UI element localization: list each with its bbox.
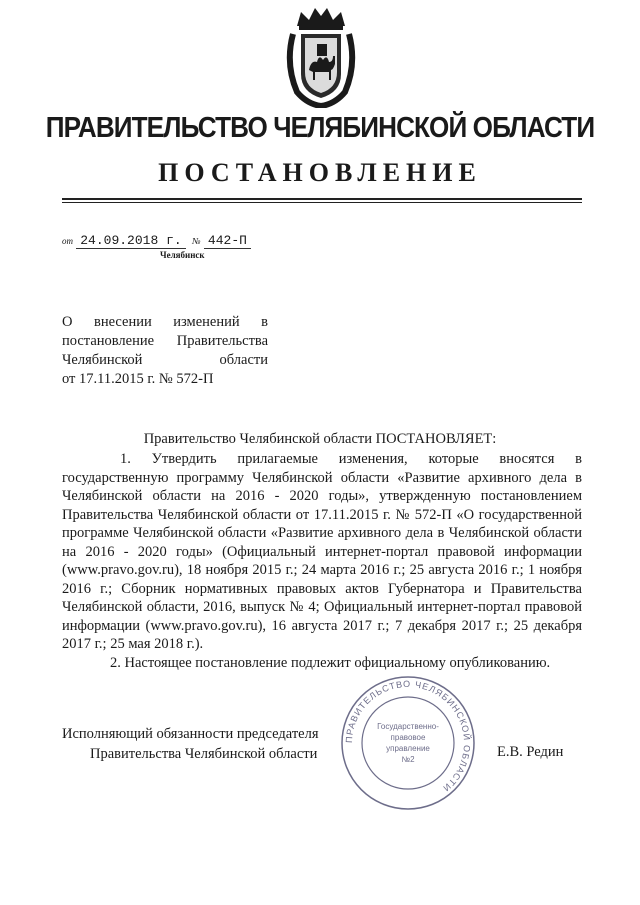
document-subject: [62, 313, 268, 388]
header-divider-thick: [62, 198, 582, 200]
official-stamp: [338, 673, 478, 813]
stamp-inner-line: управление: [386, 744, 430, 753]
document-body: [62, 450, 582, 654]
stamp-inner-line: Государственно-: [377, 722, 439, 731]
subject-line: Челябинской области: [62, 351, 268, 368]
number-prefix: №: [192, 236, 201, 246]
coat-of-arms-emblem: [283, 4, 359, 108]
header-divider-thin: [62, 202, 582, 203]
signatory-title-line: Правительства Челябинской области: [90, 745, 318, 762]
document-type-title: ПОСТАНОВЛЕНИЕ: [158, 158, 482, 187]
subject-line: от 17.11.2015 г. № 572-П: [62, 370, 214, 387]
document-city: Челябинск: [160, 250, 205, 260]
stamp-seal-icon: [338, 673, 478, 813]
document-date: 24.09.2018 г.: [76, 233, 185, 249]
stamp-inner-line: правовое: [390, 733, 426, 742]
clause-1: 1. Утвердить прилагаемые изменения, которые вносятся в государственную программу Челябинской области «Развитие архивного дела в Челябинской области на 2016 - 2020 годы», утвержденную постановлением Правительства Челябинской области от 17.11.2015 г. № 572-П «О государственной программе Челябинской области «Развитие архивного дела в Челябинской области на 2016 - 2020 годы» (Официальный интернет-портал правовой информации (www.pravo.gov.ru), 18 ноября 2015 г.; 24 марта 2016 г.; 25 августа 2016 г.; 1 ноября 2016 г.; Сборник нормативных правовых актов Губернатора и Правительства Челябинской области, 2016, выпуск № 4; Официальный интернет-портал правовой информации (www.pravo.gov.ru), 16 августа 2017 г.; 7 декабря 2017 г.; 25 декабря 2017 г.; 25 мая 2018 г.).: [62, 451, 582, 653]
preamble: Правительство Челябинской области ПОСТАНОВЛЯЕТ:: [143, 431, 497, 447]
coat-of-arms-icon: [283, 4, 359, 108]
date-prefix: от: [62, 236, 73, 246]
clause-2: 2. Настоящее постановление подлежит официальному опубликованию.: [110, 655, 551, 671]
stamp-outer-text: ПРАВИТЕЛЬСТВО ЧЕЛЯБИНСКОЙ ОБЛАСТИ: [343, 678, 473, 794]
document-number: 442-П: [204, 233, 251, 249]
government-title: ПРАВИТЕЛЬСТВО ЧЕЛЯБИНСКОЙ ОБЛАСТИ: [45, 112, 595, 144]
document-meta: [62, 232, 251, 248]
subject-line: постановление Правительства: [62, 332, 268, 349]
subject-line: О внесении изменений в: [62, 314, 268, 330]
signatory-name: Е.В. Редин: [497, 744, 564, 760]
signatory-title-line: Исполняющий обязанности председателя: [62, 726, 319, 742]
signatory-title: [62, 725, 319, 764]
stamp-inner-line: №2: [401, 755, 415, 764]
